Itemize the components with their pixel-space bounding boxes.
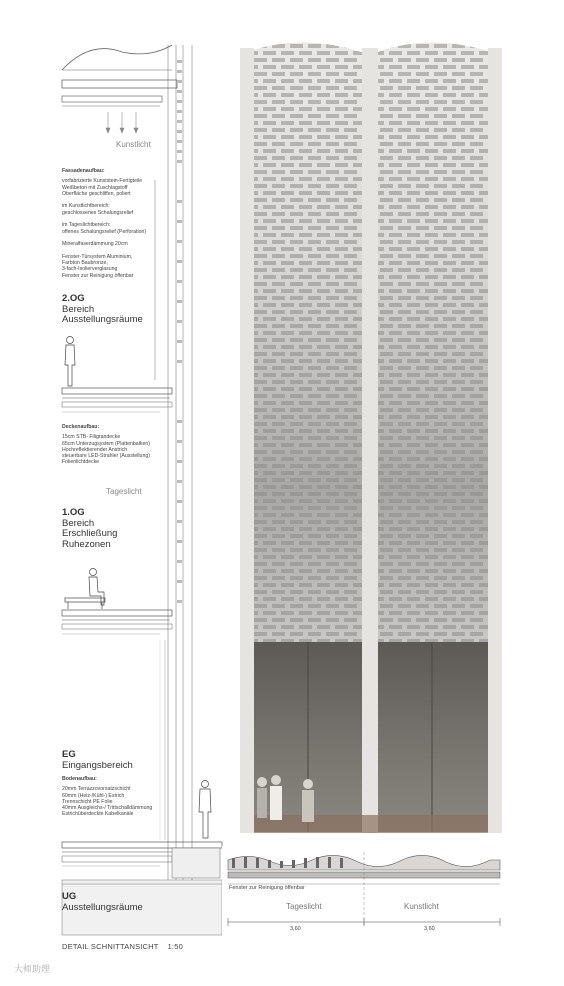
ceiling-note-line: 15cm STB- Filigrandecke [62, 434, 121, 441]
floor-num-1og: 1.OG [62, 507, 85, 518]
floor-line-2og-1: Bereich [62, 303, 95, 315]
ceiling-note-line: 65cm Unterzugsystem (Plattenbalken) [62, 440, 150, 447]
dim-left: 3,60 [290, 926, 301, 932]
floor-line-1og-2: Erschließung [62, 528, 118, 539]
floor-note-line: 60mm (Heiz-/Kühl-) Estrich [62, 792, 125, 799]
window-note: Fenster zur Reinigung öffenbar [229, 885, 305, 891]
plan-label-right: Kunstlicht [404, 902, 439, 911]
facade-note-line: offenes Schalungsrelief (Perforation) [62, 228, 147, 235]
floor-num-2og: 2.OG [62, 293, 85, 304]
facade-note-line: Mineralfaserdämmung 20cm [62, 241, 128, 248]
floor-note-line: 40mm Ausgleichs-/ Trittschalldämmung [62, 805, 153, 812]
facade-note-line: Weißbeton mit Zuschlagstoff [62, 184, 128, 191]
floor-line-1og-1: Bereich [62, 517, 95, 529]
dim-right: 3,60 [424, 926, 435, 932]
floor-note-line: 20mm Terrazzovorsatzschicht [62, 786, 131, 793]
floor-num-ug: UG [62, 891, 77, 902]
ceiling-note-line: Folienlichtdecke [62, 459, 100, 466]
floor-num-eg: EG [62, 749, 76, 760]
facade-note-line: vorfabrizierte Kunststein-Fertigteile [62, 178, 143, 185]
facade-note-line: Fenster zur Reinigung öffenbar [62, 272, 134, 279]
watermark: 大师助理 [14, 964, 51, 974]
floor-heading: Bodenaufbau: [62, 776, 97, 782]
facade-note-line: im Kunstlichtbereich: [62, 203, 110, 210]
facade-note-line: Oberfläche geschliffen, poliert [62, 190, 131, 197]
floor-line-eg-1: Eingangsbereich [62, 759, 133, 771]
plan-label-left: Tageslicht [286, 902, 322, 911]
floor-note-line: Estrichüberdeckte Kabelkanäle [62, 811, 134, 818]
ceiling-note-line: steuerbare LED-Strahler (Ausstellung) [62, 453, 150, 460]
floor-line-1og-3: Ruhezonen [62, 538, 111, 550]
floor-line-ug-1: Ausstellungsräume [62, 901, 143, 913]
floor-line-2og-2: Ausstellungsräume [62, 314, 143, 325]
tageslicht-label: Tageslicht [106, 487, 142, 496]
ceiling-heading: Deckenaufbau: [62, 424, 100, 430]
drawing-title: DETAIL SCHNITTANSICHT 1:50 [62, 942, 183, 951]
facade-note-line: im Tageslichtbereich: [62, 222, 111, 229]
facade-note-line: Fenster-Türsystem Aluminium, [62, 253, 133, 260]
facade-heading: Fassadenaufbau: [62, 168, 105, 174]
kunstlicht-label: Kunstlicht [116, 140, 151, 149]
facade-note-line: Farbton Baubronze, [62, 260, 108, 267]
facade-note-line: 3-fach-Isolierverglasung [62, 266, 118, 273]
floor-note-line: Trennschicht PE Folie [62, 798, 113, 805]
ceiling-note-line: Hochreflektierender Anstrich [62, 446, 128, 453]
facade-note-line: geschlossenes Schalungsrelief [62, 209, 134, 216]
